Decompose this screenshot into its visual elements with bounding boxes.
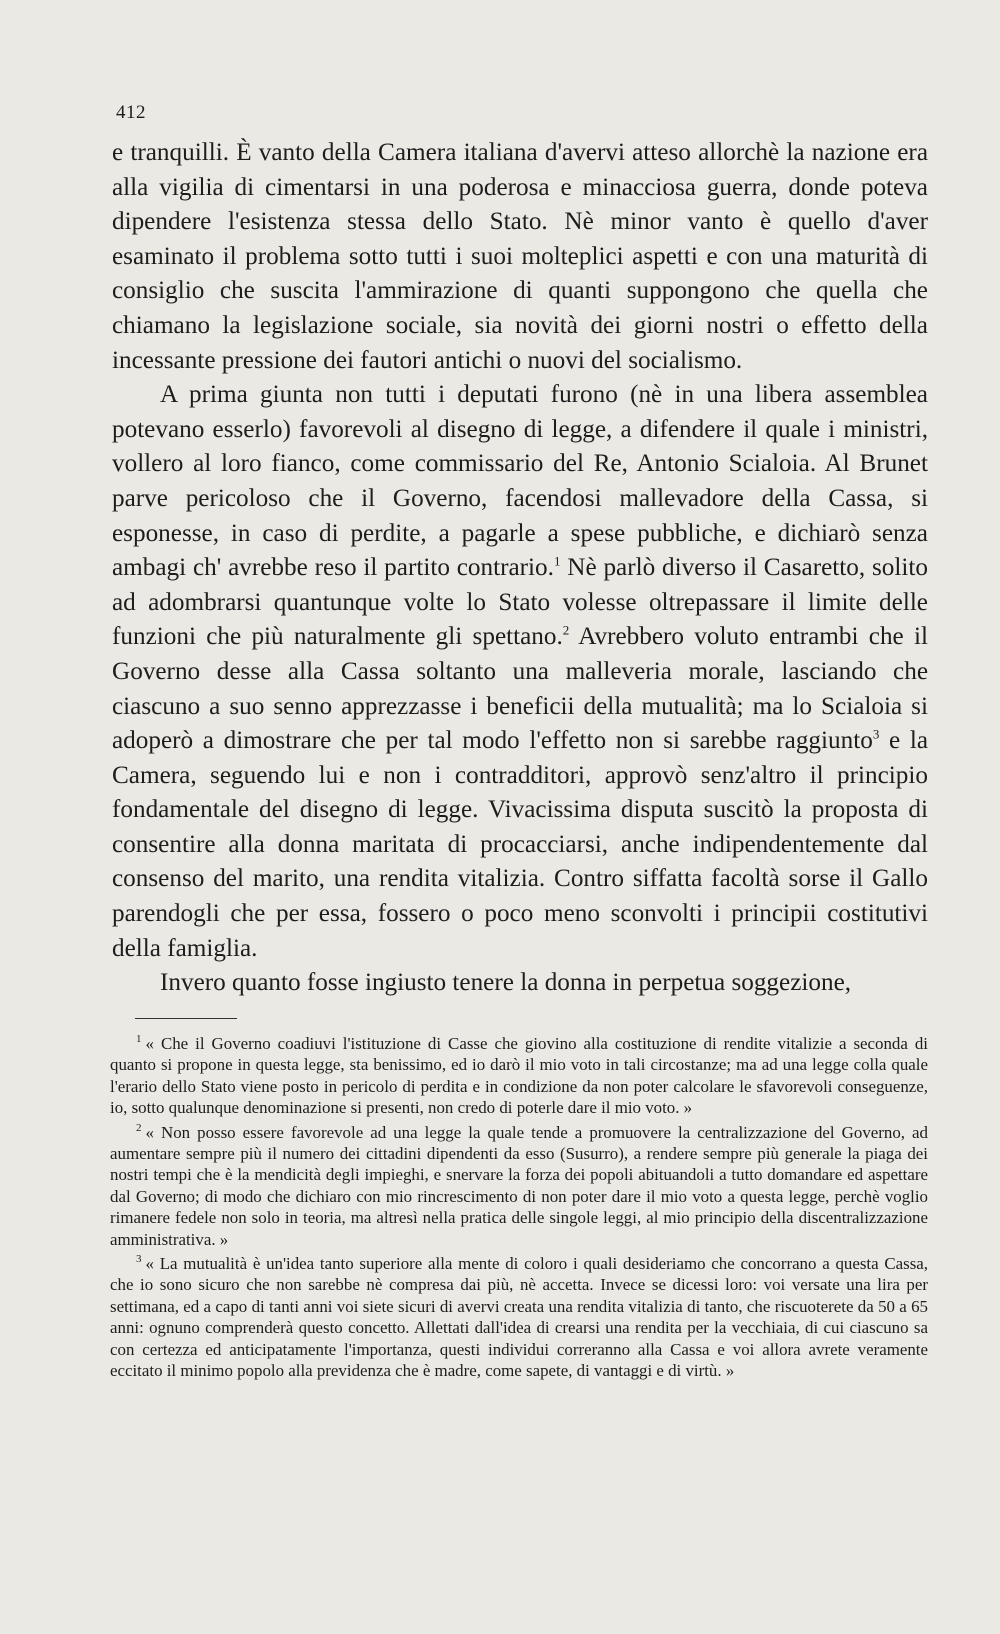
footnote-divider <box>135 1018 237 1019</box>
footnote-ref-3: 3 <box>872 726 880 742</box>
footnote-2 <box>110 1122 928 1250</box>
footnote-number: 2 <box>136 1122 142 1134</box>
paragraph-3: Invero quanto fosse ingiusto tenere la donna in perpetua soggezione, <box>160 969 852 997</box>
main-text <box>112 136 928 1001</box>
footnote-3 <box>110 1253 928 1381</box>
footnote-text: « Che il Governo coadiuvi l'istituzione di Casse che giovino alla costituzione di rendite vitalizie a seconda di quanto si propone in questa legge, sta benissimo, ed io darò il mio voto in tali circostanze; ma ad una legge colla quale l'erario dello Stato viene posto in pericolo di perdita e in condizione da non poter calcolare le sfavorevoli conseguenze, io, sotto qualunque denominazione si presenti, non credo di poterle dare il mio voto. » <box>110 1034 928 1118</box>
footnote-ref-1: 1 <box>553 553 561 569</box>
footnote-number: 1 <box>136 1033 142 1046</box>
paragraph-2-part-b: Nè parlò diverso il Casaretto, solito ad adombrarsi quantunque volte lo Stato volesse oltrepassare il limite delle funzioni che più naturalmente gli spettano. <box>112 554 928 651</box>
paragraph-2 <box>112 378 928 966</box>
paragraph-2-part-a: A prima giunta non tutti i deputati furono (nè in una libera assemblea potevano esserlo) favorevoli al disegno di legge, a difendere il quale i ministri, vollero al loro fianco, come commissario del Re, Antonio Scialoia. Al Brunet parve pericoloso che il Governo, facendosi mallevadore della Cassa, si esponesse, in caso di perdite, a pagarle a spese pubbliche, e dichiarò senza ambagi ch' avrebbe reso il partito contrario. <box>112 381 928 582</box>
paragraph-2-part-d: e la Camera, seguendo lui e non i contradditori, approvò senz'altro il principio fondamentale del disegno di legge. Vivacissima disputa suscitò la proposta di consentire alla donna maritata di procacciarsi, anche indipendentemente dal consenso del marito, una rendita vitalizia. Contro siffatta facoltà sorse il Gallo parendogli che per essa, fossero o poco meno sconvolti i principii costitutivi della famiglia. <box>112 727 928 962</box>
paragraph-1: e tranquilli. È vanto della Camera italiana d'avervi atteso allorchè la nazione era alla vigilia di cimentarsi in una poderosa e minacciosa guerra, donde poteva dipendere l'esistenza stessa dello Stato. Nè minor vanto è quello d'aver esaminato il problema sotto tutti i suoi molteplici aspetti e con una maturità di consiglio che suscita l'ammirazione di quanti suppongono che quella che chiamano la legislazione sociale, sia novità dei giorni nostri o effetto della incessante pressione dei fautori antichi o nuovi del socialismo. <box>112 139 928 374</box>
paragraph-2-part-c: Avrebbero voluto entrambi che il Governo desse alla Cassa soltanto una malleveria morale, lasciando che ciascuno a suo senno apprezzasse i beneficii della mutualità; ma lo Scialoia si adoperò a dimostrare che per tal modo l'effetto non si sarebbe raggiunto <box>112 623 928 755</box>
footnote-ref-2: 2 <box>562 622 570 638</box>
footnote-1 <box>110 1033 928 1119</box>
footnote-text: « Non posso essere favorevole ad una legge la quale tende a promuovere la centralizzazione del Governo, ad aumentare sempre più il numero dei cittadini dipendenti da esso (Susurro), a rendere sempre più generale la piaga dei nostri tempi che è la mendicità degli impieghi, e snervare la forza dei popoli abituandoli a tutto domandare ed aspettare dal Governo; di modo che dichiaro con mio rincrescimento di non poter dare il mio voto a questa legge, perchè voglio rimanere fedele non solo in teoria, ma altresì nella pratica delle singole leggi, al mio principio della discentralizzazione amministrativa. » <box>110 1122 928 1249</box>
footnotes <box>110 1033 928 1385</box>
footnote-text: « La mutualità è un'idea tanto superiore alla mente di coloro i quali desideriamo che concorrano a questa Cassa, che io sono sicuro che non sarebbe nè compresa dai più, nè accetta. Invece se dicessi loro: voi versate una lira per settimana, ed a capo di tanti anni voi siete sicuri di avervi creata una rendita vitalizia di tanto, che riscuoterete da 50 a 65 anni: ognuno comprenderà questo concetto. Allettati dall'idea di crearsi una rendita per la vecchiaia, di cui ciascuno sa con certezza ed anticipatamente l'importanza, questi individui correranno alla Cassa e voi allora avrete veramente eccitato il minimo popolo alla previdenza che è madre, come sapete, di vantaggi e di virtù. » <box>110 1254 928 1381</box>
page-number: 412 <box>116 102 146 123</box>
footnote-number: 3 <box>136 1253 142 1266</box>
